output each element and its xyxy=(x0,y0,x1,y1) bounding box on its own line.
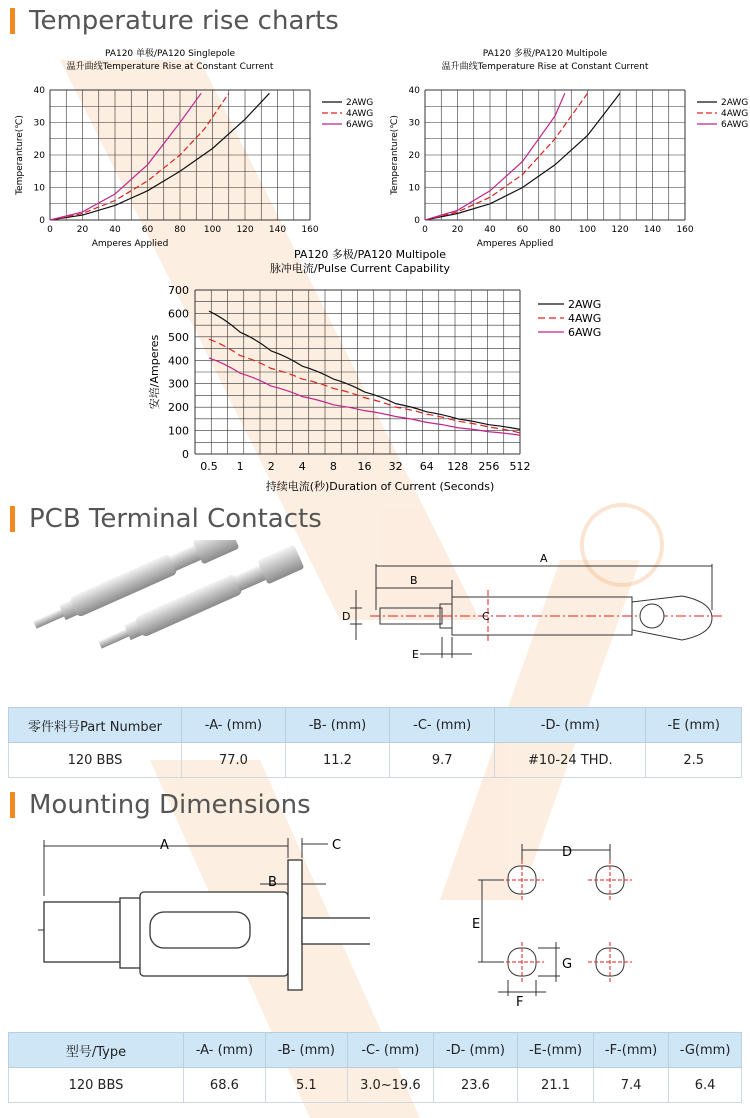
y-tick-label: 40 xyxy=(408,86,420,96)
chart-subtitle: 温升曲线Temperature Rise at Constant Current xyxy=(441,62,649,72)
series-line-2awg xyxy=(50,93,269,220)
y-axis-label: Temperanture(℃) xyxy=(15,115,25,195)
y-tick-label: 0 xyxy=(414,216,420,226)
x-tick-label: 40 xyxy=(109,225,121,235)
x-tick-label: 64 xyxy=(419,460,434,473)
mounting-side-drawing xyxy=(30,830,370,1010)
chart-pulse-current xyxy=(140,244,620,494)
table-cell: 77.0 xyxy=(182,743,286,778)
dim-label-c: C xyxy=(332,838,342,853)
section-header-pcb xyxy=(10,504,322,534)
section-header-temperature xyxy=(10,6,339,36)
dim-label-a: A xyxy=(160,838,169,853)
dim-label-f: F xyxy=(516,995,524,1008)
table-header-row xyxy=(9,708,742,743)
y-tick-label: 300 xyxy=(168,377,189,391)
table-header: -B- (mm) xyxy=(265,1033,347,1068)
chart-title: PA120 单极/PA120 Singlepole xyxy=(104,49,236,59)
dim-label-a: A xyxy=(540,552,548,565)
x-tick-label: 20 xyxy=(451,225,464,235)
pcb-contact-drawing xyxy=(340,550,740,665)
x-tick-label: 60 xyxy=(516,225,529,235)
x-axis-label: Amperes Applied xyxy=(476,239,554,249)
x-tick-label: 100 xyxy=(203,225,222,235)
legend-label: 6AWG xyxy=(721,120,749,130)
x-tick-label: 40 xyxy=(484,225,496,235)
table-header: -E-(mm) xyxy=(518,1033,594,1068)
y-axis-label: Temperanture(℃) xyxy=(390,115,400,195)
accent-bar xyxy=(10,8,15,34)
y-tick-label: 30 xyxy=(33,118,45,129)
y-tick-label: 10 xyxy=(33,183,45,194)
y-tick-label: 0 xyxy=(39,216,45,226)
dim-label-d: D xyxy=(562,845,573,860)
y-tick-label: 40 xyxy=(33,86,45,96)
contact-pin-front xyxy=(95,544,305,656)
y-tick-label: 700 xyxy=(168,284,189,297)
x-tick-label: 0.5 xyxy=(200,460,218,473)
dim-label-d: D xyxy=(342,610,351,623)
x-tick-label: 1 xyxy=(236,460,244,473)
table-header: -F-(mm) xyxy=(594,1033,669,1068)
table-cell: 2.5 xyxy=(646,743,742,778)
table-header-row xyxy=(9,1033,742,1068)
pcb-contacts-photo xyxy=(20,540,330,660)
series-line-4awg xyxy=(50,93,229,220)
legend-label: 6AWG xyxy=(568,326,602,339)
x-tick-label: 120 xyxy=(236,225,254,235)
y-tick-label: 0 xyxy=(182,448,189,461)
table-cell: 21.1 xyxy=(518,1068,594,1103)
y-tick-label: 20 xyxy=(408,151,420,161)
table-header: -B- (mm) xyxy=(285,708,389,743)
section-title: PCB Terminal Contacts xyxy=(29,504,322,534)
mounting-hole-pattern xyxy=(470,838,650,1008)
x-axis-label: 持续电流(秒)Duration of Current (Seconds) xyxy=(265,480,495,493)
legend-label: 4AWG xyxy=(721,109,749,119)
table-cell: 23.6 xyxy=(433,1068,517,1103)
y-tick-label: 400 xyxy=(168,354,189,368)
y-tick-label: 600 xyxy=(168,307,189,321)
chart-singlepole xyxy=(0,44,375,259)
x-tick-label: 32 xyxy=(388,460,403,473)
table-cell: 68.6 xyxy=(184,1068,266,1103)
chart-subtitle: 脉冲电流/Pulse Current Capability xyxy=(269,262,451,275)
x-tick-label: 4 xyxy=(298,460,306,473)
table-header: -A- (mm) xyxy=(182,708,286,743)
x-tick-label: 16 xyxy=(357,460,372,473)
legend-label: 6AWG xyxy=(346,120,374,130)
x-tick-label: 160 xyxy=(676,225,694,235)
y-tick-label: 100 xyxy=(168,424,189,438)
table-header: -C- (mm) xyxy=(347,1033,433,1068)
x-tick-label: 100 xyxy=(578,225,597,235)
x-tick-label: 0 xyxy=(422,225,428,235)
chart-title: PA120 多极/PA120 Multipole xyxy=(293,248,447,261)
legend-label: 2AWG xyxy=(346,98,374,108)
chart-title: PA120 多极/PA120 Multipole xyxy=(482,49,608,59)
table-header: -C- (mm) xyxy=(390,708,495,743)
dim-label-g: G xyxy=(562,957,573,972)
x-axis-label: Amperes Applied xyxy=(91,239,169,249)
legend-label: 2AWG xyxy=(721,98,749,108)
accent-bar xyxy=(10,792,15,818)
chart-multipole xyxy=(375,44,750,259)
table-row xyxy=(9,743,742,778)
x-tick-label: 128 xyxy=(447,460,469,473)
section-title: Mounting Dimensions xyxy=(29,790,311,820)
series-line-2awg xyxy=(209,311,520,429)
dim-label-c: C xyxy=(482,610,490,623)
x-tick-label: 20 xyxy=(76,225,89,235)
pcb-spec-table xyxy=(8,707,742,778)
x-tick-label: 120 xyxy=(611,225,629,235)
x-tick-label: 140 xyxy=(268,225,287,235)
y-axis-label: 安培/Amperes xyxy=(148,334,161,410)
accent-bar xyxy=(10,506,15,532)
table-header: -D- (mm) xyxy=(433,1033,517,1068)
section-title: Temperature rise charts xyxy=(29,6,339,36)
legend-label: 2AWG xyxy=(568,298,602,311)
chart-subtitle: 温升曲线Temperature Rise at Constant Current xyxy=(66,62,274,72)
table-cell: 6.4 xyxy=(669,1068,742,1103)
y-tick-label: 500 xyxy=(168,330,189,344)
table-cell: 7.4 xyxy=(594,1068,669,1103)
legend-label: 4AWG xyxy=(568,312,602,325)
table-header: 零件料号Part Number xyxy=(9,708,182,743)
x-tick-label: 80 xyxy=(174,225,186,235)
dim-label-e: E xyxy=(412,648,419,661)
table-header: -D- (mm) xyxy=(495,708,646,743)
x-tick-label: 256 xyxy=(478,460,500,473)
table-cell: 9.7 xyxy=(390,743,495,778)
table-cell: #10-24 THD. xyxy=(495,743,646,778)
table-cell: 11.2 xyxy=(285,743,389,778)
x-tick-label: 8 xyxy=(329,460,337,473)
table-cell: 5.1 xyxy=(265,1068,347,1103)
table-header: 型号/Type xyxy=(9,1033,184,1068)
section-header-mounting xyxy=(10,790,311,820)
x-tick-label: 512 xyxy=(509,460,531,473)
table-row xyxy=(9,1068,742,1103)
table-header: -A- (mm) xyxy=(184,1033,266,1068)
table-header: -G(mm) xyxy=(669,1033,742,1068)
x-tick-label: 0 xyxy=(47,225,53,235)
y-tick-label: 30 xyxy=(408,118,420,129)
x-tick-label: 80 xyxy=(549,225,561,235)
table-header: -E (mm) xyxy=(646,708,742,743)
x-tick-label: 60 xyxy=(141,225,154,235)
dim-label-e: E xyxy=(472,917,481,932)
y-tick-label: 200 xyxy=(168,401,189,415)
table-cell: 120 BBS xyxy=(9,743,182,778)
y-tick-label: 20 xyxy=(33,151,45,161)
x-tick-label: 160 xyxy=(301,225,319,235)
y-tick-label: 10 xyxy=(408,183,420,194)
table-cell: 120 BBS xyxy=(9,1068,184,1103)
dim-label-b: B xyxy=(268,875,277,890)
dim-label-b: B xyxy=(410,574,418,587)
x-tick-label: 2 xyxy=(267,460,275,473)
table-cell: 3.0~19.6 xyxy=(347,1068,433,1103)
mount-spec-table xyxy=(8,1032,742,1103)
x-tick-label: 140 xyxy=(643,225,662,235)
legend-label: 4AWG xyxy=(346,109,374,119)
